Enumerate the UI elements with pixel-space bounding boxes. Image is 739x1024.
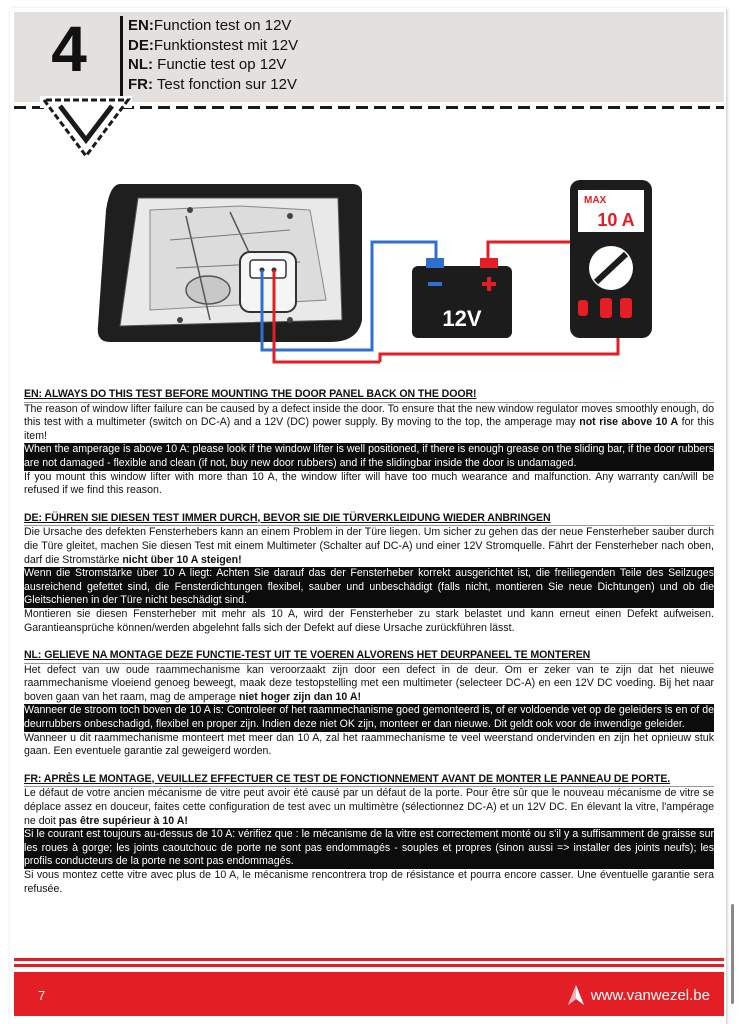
test-setup-diagram bbox=[90, 170, 680, 390]
website-link[interactable]: www.vanwezel.be bbox=[590, 986, 710, 1004]
en-warning: When the amperage is above 10 A: please look if the window lifter is well positioned, if there is enough grease on the sliding bar, if the door rubbers are not damaged - flexible and clean (if not, buy new door rubbers) and if the slidingbar inside the door is undamaged. bbox=[24, 443, 714, 469]
title-en: EN:Function test on 12V bbox=[128, 17, 292, 34]
fr-intro: Le défaut de votre ancien mécanisme de vitre peut avoir été causé par un défaut de la porte. Pour être sûr que le nouveau mécanisme de vitre se déplace assez en douceur, faites cette configuration de test avec un multimètre (sélectionnez DC-A) et un 12V DC. En élevant la vitre, l'ampérage ne doit pas être supérieur à 10 A! bbox=[24, 787, 714, 827]
fr-warning: Si le courant est toujours au-dessus de 10 A: vérifiez que : le mécanisme de la vitre est correctement monté ou s'il y a suffisamment de graisse sur les roues à gorge; les joints caoutchouc de porte ne sont pas endommagés - souples et propres (sinon aussi => installer des joints neufs); les profils conducteurs de la porte ne sont pas endommagés. bbox=[24, 828, 714, 868]
multilingual-titles bbox=[128, 16, 298, 94]
footer-bar bbox=[14, 972, 724, 1016]
down-arrow-icon bbox=[40, 96, 132, 162]
footer-stripes bbox=[14, 958, 724, 970]
title-divider bbox=[120, 16, 123, 96]
de-warning: Wenn die Stromstärke über 10 A liegt: Achten Sie darauf das der Fensterheber korrekt ausgerichtet ist, die freiliegenden Teile des Seilzuges ausreichend gefettet sind, die Fensterdichtungen flexibel, sauber und unbeschädigt (falls nicht, montieren Sie neue Dichtungen) und ob die Gleitschienen in der Türe nicht beschädigt sind. bbox=[24, 567, 714, 607]
brand-logo-icon bbox=[567, 984, 585, 1006]
de-intro: Die Ursache des defekten Fensterhebers kann an einem Problem in der Türe liegen. Um sicher zu gehen das der neue Fensterheber sauber durch die Türe gleitet, machen Sie diesen Test mit einem Multimeter (Schalter auf DC-A) und einer 12V Stromquelle. Fährt der Fensterheber nach oben, darf die Stromstärke nicht über 10 A steigen! bbox=[24, 526, 714, 566]
en-closing: If you mount this window lifter with more than 10 A, the window lifter will have too much wearance and malfunction. Any warranty can/will be refused if we find this reason. bbox=[24, 470, 714, 497]
spacer bbox=[24, 759, 714, 773]
fr-closing: Si vous montez cette vitre avec plus de 10 A, le mécanisme rencontrera trop de résistance et pourra encore casser. Une éventuelle garantie sera refusée. bbox=[24, 869, 714, 895]
title-de: DE:Funktionstest mit 12V bbox=[128, 36, 299, 54]
nl-warning: Wanneer de stroom toch boven de 10 A is: Controleer of het raammechanisme goed gemonteerd is, of er voldoende vet op de geleiders is en of de deurrubbers onbeschadigd, flexibel en proper zijn. Indien deze niet OK zijn, monteer er dan nieuwe. Dit geldt ook voor de inwendige geleider. bbox=[24, 704, 714, 731]
title-fr: FR: Test fonction sur 12V bbox=[128, 75, 297, 93]
meter-max-label: MAX bbox=[584, 195, 607, 206]
battery-12v bbox=[412, 258, 512, 338]
spacer bbox=[24, 498, 714, 512]
multimeter bbox=[570, 180, 652, 338]
de-closing: Montieren sie diesen Fensterheber mit mehr als 10 A, wird der Fensterheber zu stark belastet und kann erneut einen Defekt aufweisen. Garantieansprüche können/werden abgelehnt falls sich der Defekt auf diese Ursache zurückführen lässt. bbox=[24, 607, 714, 634]
nl-closing: Wanneer u dit raammechanisme monteert met meer dan 10 A, zal het raammechanisme te veel weerstand ondervinden en zijn het opnieuw stuk gaan. Een eventuele garantie zal geweigerd worden. bbox=[24, 731, 714, 758]
en-heading: EN: ALWAYS DO THIS TEST BEFORE MOUNTING THE DOOR PANEL BACK ON THE DOOR! bbox=[24, 388, 477, 400]
nl-intro: Het defect van uw oude raammechanisme kan veroorzaakt zijn door een defect in de deur. Om er zeker van te zijn dat het nieuwe raammechanisme vloeiend genoeg beweegt, maak deze testopstelling met een multimeter (selecteer DC-A) en een 12V DC voeding. Bij het naar boven gaan van het raam, mag de amperage niet hoger zijn dan 10 A! bbox=[24, 663, 714, 703]
step-number: 4 bbox=[51, 13, 87, 85]
instructions bbox=[24, 388, 714, 896]
meter-reading: 10 A bbox=[597, 210, 635, 230]
brand bbox=[567, 984, 710, 1006]
fr-heading: FR: APRÈS LE MONTAGE, VEUILLEZ EFFECTUER CE TEST DE FONCTIONNEMENT AVANT DE MONTER LE PANNEAU DE PORTE. bbox=[24, 772, 671, 785]
en-intro: The reason of window lifter failure can be caused by a defect inside the door. To ensure that the new window regulator moves smoothly enough, do this test with a multimeter (switch on DC-A) and a 12V (DC) power supply. By moving to the top, the amperage may not rise above 10 A for this item! bbox=[24, 402, 714, 442]
title-nl: NL: Functie test op 12V bbox=[128, 56, 287, 73]
de-heading: DE: FÜHREN SIE DIESEN TEST IMMER DURCH, BEVOR SIE DIE TÜRVERKLEIDUNG WIEDER ANBRINGEN bbox=[24, 511, 551, 524]
scrollbar-thumb[interactable] bbox=[731, 904, 734, 1004]
spacer bbox=[24, 635, 714, 649]
nl-heading: NL: GELIEVE NA MONTAGE DEZE FUNCTIE-TEST UIT TE VOEREN ALVORENS HET DEURPANEEL TE MONTEREN bbox=[24, 649, 591, 662]
car-door-illustration bbox=[98, 184, 362, 342]
page-number: 7 bbox=[38, 988, 46, 1003]
battery-label: 12V bbox=[442, 306, 482, 331]
